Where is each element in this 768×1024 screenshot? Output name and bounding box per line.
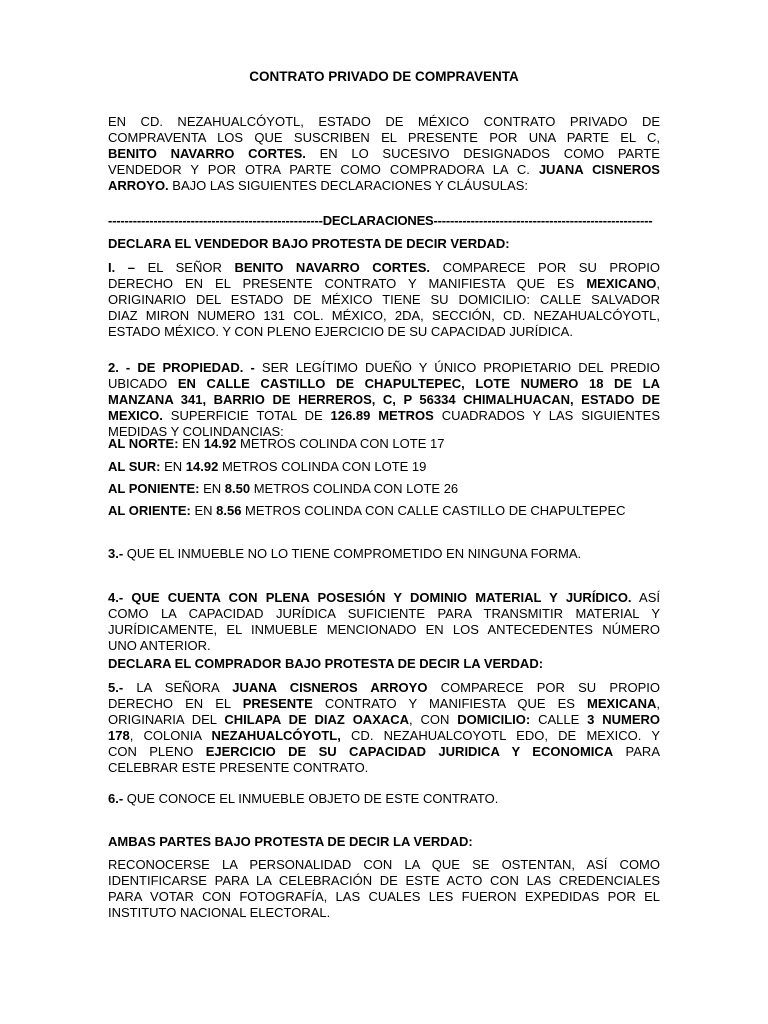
item-text: LA SEÑORA (123, 680, 233, 695)
item-line (108, 680, 660, 696)
address-number: 3 NUMERO (587, 712, 660, 727)
item-line (108, 324, 660, 340)
property-address: MEXICO. (108, 408, 163, 423)
seller-name: BENITO NAVARRO CORTES. (234, 260, 431, 275)
origin: CHILAPA DE DIAZ OAXACA (224, 712, 410, 727)
item-text: CD. NEZAHUALCOYOTL EDO, DE MEXICO. Y (340, 728, 660, 743)
item-number: 3.- (108, 546, 124, 561)
property-address: MANZANA 341, BARRIO DE HERREROS, C, P 56334 CHIMALHUACAN, ESTADO DE (108, 392, 660, 407)
boundary-label: AL SUR: (108, 459, 161, 474)
address-number: 178 (108, 728, 130, 743)
item-text: , (656, 696, 660, 711)
final-line (108, 905, 660, 921)
boundary-north (108, 436, 660, 452)
nationality: MEXICANA (587, 696, 657, 711)
final-paragraph (108, 857, 660, 921)
boundary-text: EN (178, 436, 204, 451)
heading-text: DECLARA EL COMPRADOR BAJO PROTESTA DE DECIR LA VERDAD: (108, 656, 544, 671)
item-text: , (656, 276, 660, 291)
item-bold-text: PRESENTE (242, 696, 313, 711)
boundary-value: 14.92 (185, 459, 219, 474)
item-line (108, 728, 660, 744)
boundary-text: EN (190, 503, 217, 518)
seller-heading (108, 236, 660, 252)
item-bold-text: 4.- QUE CUENTA CON PLENA POSESIÓN Y DOMINIO MATERIAL Y JURÍDICO. (108, 590, 632, 605)
item-text: CUADRADOS Y LAS SIGUIENTES (433, 408, 660, 423)
item-bold-text: DOMICILIO: (457, 712, 531, 727)
intro-line (108, 162, 660, 178)
colony: NEZAHUALCÓYOTL, (211, 728, 341, 743)
item-text: , CON (409, 712, 458, 727)
item-text: ORIGINARIO DEL ESTADO DE MÉXICO TIENE SU DOMICILIO: CALLE SALVADOR (108, 292, 660, 307)
item-number: 5.- (108, 680, 124, 695)
boundary-text: METROS COLINDA CON LOTE 17 (236, 436, 445, 451)
boundary-text: EN (160, 459, 186, 474)
item-line (108, 376, 660, 392)
item-line (108, 292, 660, 308)
item-line (108, 696, 660, 712)
declaraciones-separator (108, 213, 660, 229)
declaration-item-4 (108, 590, 660, 654)
nationality: MEXICANO (586, 276, 657, 291)
item-number: I. – (108, 260, 136, 275)
item-line (108, 260, 660, 276)
item-text: DERECHO EN EL PRESENTE CONTRATO Y MANIFIESTA QUE ES (108, 276, 587, 291)
boundary-label: AL NORTE: (108, 436, 179, 451)
item-text: CELEBRAR ESTE PRESENTE CONTRATO. (108, 760, 369, 775)
boundary-west (108, 481, 660, 497)
final-line (108, 873, 660, 889)
declaration-item-6 (108, 791, 660, 807)
declaration-item-1 (108, 260, 660, 340)
both-parties-heading (108, 834, 660, 850)
intro-text: BAJO LAS SIGUIENTES DECLARACIONES Y CLÁUSULAS: (168, 178, 528, 193)
separator-label: DECLARACIONES (322, 213, 434, 228)
intro-text: VENDEDOR Y POR OTRA PARTE COMO COMPRADORA LA C. (108, 162, 539, 177)
item-line (108, 590, 660, 606)
boundary-text: EN (199, 481, 225, 496)
boundary-text: METROS COLINDA CON CALLE CASTILLO DE CHAPULTEPEC (241, 503, 626, 518)
intro-line (108, 146, 660, 162)
intro-line (108, 130, 660, 146)
seller-name: BENITO NAVARRO CORTES. (108, 146, 306, 161)
item-text: UNO ANTERIOR. (108, 638, 211, 653)
item-line (108, 276, 660, 292)
intro-text: EN CD. NEZAHUALCÓYOTL, ESTADO DE MÉXICO CONTRATO PRIVADO DE (108, 114, 660, 129)
boundary-value: 14.92 (203, 436, 237, 451)
property-area: 126.89 METROS (330, 408, 434, 423)
separator-dashes: ----------------------------------------------------- (433, 213, 653, 228)
item-line (108, 638, 660, 654)
buyer-name: ARROYO. (108, 178, 169, 193)
intro-text: COMPRAVENTA LOS QUE SUSCRIBEN EL PRESENTE POR UNA PARTE EL C, (108, 130, 660, 145)
item-text: PARA (613, 744, 660, 759)
item-text: DIAZ MIRON NUMERO 131 COL. MÉXICO, 2DA, SECCIÓN, CD. NEZAHUALCÓYOTL, (108, 308, 660, 323)
boundary-label: AL ORIENTE: (108, 503, 191, 518)
item-line (108, 606, 660, 622)
item-text: CON PLENO (108, 744, 206, 759)
intro-line (108, 114, 660, 130)
buyer-name: JUANA CISNEROS (538, 162, 660, 177)
item-bold-text: EJERCICIO DE SU CAPACIDAD JURIDICA Y ECONOMICA (205, 744, 614, 759)
final-text: RECONOCERSE LA PERSONALIDAD CON LA QUE SE OSTENTAN, ASÍ COMO (108, 857, 660, 872)
item-text: ORIGINARIA DEL (108, 712, 225, 727)
final-text: IDENTIFICARSE PARA LA CELEBRACIÓN DE ESTE ACTO CON LAS CREDENCIALES (108, 873, 660, 888)
item-text: JURÍDICAMENTE, EL INMUEBLE MENCIONADO EN LOS ANTECEDENTES NÚMERO (108, 622, 660, 637)
item-text: ESTADO MÉXICO. Y CON PLENO EJERCICIO DE SU CAPACIDAD JURÍDICA. (108, 324, 573, 339)
final-line (108, 857, 660, 873)
item-text: , COLONIA (129, 728, 212, 743)
item-text: CONTRATO Y MANIFIESTA QUE ES (312, 696, 588, 711)
item-line (108, 622, 660, 638)
item-text: ASÍ (631, 590, 660, 605)
item-line (108, 760, 660, 776)
item-text: COMPARECE POR SU PROPIO (427, 680, 660, 695)
final-text: INSTITUTO NACIONAL ELECTORAL. (108, 905, 331, 920)
item-text: UBICADO (108, 376, 178, 391)
property-address: EN CALLE CASTILLO DE CHAPULTEPEC, LOTE NUMERO 18 DE LA (177, 376, 661, 391)
boundary-south (108, 459, 660, 475)
boundary-text: METROS COLINDA CON LOTE 19 (218, 459, 427, 474)
buyer-name: JUANA CISNEROS ARROYO (232, 680, 428, 695)
item-text: EL SEÑOR (135, 260, 235, 275)
item-number: 6.- (108, 791, 124, 806)
item-text: QUE CONOCE EL INMUEBLE OBJETO DE ESTE CONTRATO. (123, 791, 499, 806)
item-line (108, 308, 660, 324)
boundary-label: AL PONIENTE: (108, 481, 200, 496)
item-line (108, 360, 660, 376)
item-text: DERECHO EN EL (108, 696, 243, 711)
intro-paragraph (108, 114, 660, 194)
boundary-value: 8.50 (224, 481, 251, 496)
item-text: MEDIDAS Y COLINDANCIAS: (108, 424, 284, 439)
declaration-item-2 (108, 360, 660, 440)
item-line (108, 392, 660, 408)
item-text: SER LEGÍTIMO DUEÑO Y ÚNICO PROPIETARIO DEL PREDIO (254, 360, 660, 375)
boundary-value: 8.56 (216, 503, 242, 518)
item-line (108, 408, 660, 424)
declaration-item-5 (108, 680, 660, 776)
item-text: CALLE (530, 712, 588, 727)
item-number: 2. - DE PROPIEDAD. - (108, 360, 255, 375)
buyer-heading (108, 656, 660, 672)
boundary-text: METROS COLINDA CON LOTE 26 (250, 481, 459, 496)
intro-line (108, 178, 660, 194)
item-text: COMO LA CAPACIDAD JURÍDICA SUFICIENTE PARA TRANSMITIR MATERIAL Y (108, 606, 660, 621)
heading-text: DECLARA EL VENDEDOR BAJO PROTESTA DE DECIR VERDAD: (108, 236, 510, 251)
intro-text: EN LO SUCESIVO DESIGNADOS COMO PARTE (305, 146, 660, 161)
item-line (108, 744, 660, 760)
item-line (108, 712, 660, 728)
declaration-item-3 (108, 546, 660, 562)
separator-dashes: ---------------------------------------------------- (108, 213, 323, 228)
item-text: QUE EL INMUEBLE NO LO TIENE COMPROMETIDO EN NINGUNA FORMA. (123, 546, 582, 561)
final-line (108, 889, 660, 905)
boundary-east (108, 503, 660, 519)
heading-text: AMBAS PARTES BAJO PROTESTA DE DECIR LA VERDAD: (108, 834, 473, 849)
document-title: CONTRATO PRIVADO DE COMPRAVENTA (249, 69, 519, 84)
final-text: PARA VOTAR CON FOTOGRAFÍA, LAS CUALES LES FUERON EXPEDIDAS POR EL (108, 889, 660, 904)
item-text: COMPARECE POR SU PROPIO (430, 260, 660, 275)
item-text: SUPERFICIE TOTAL DE (162, 408, 331, 423)
